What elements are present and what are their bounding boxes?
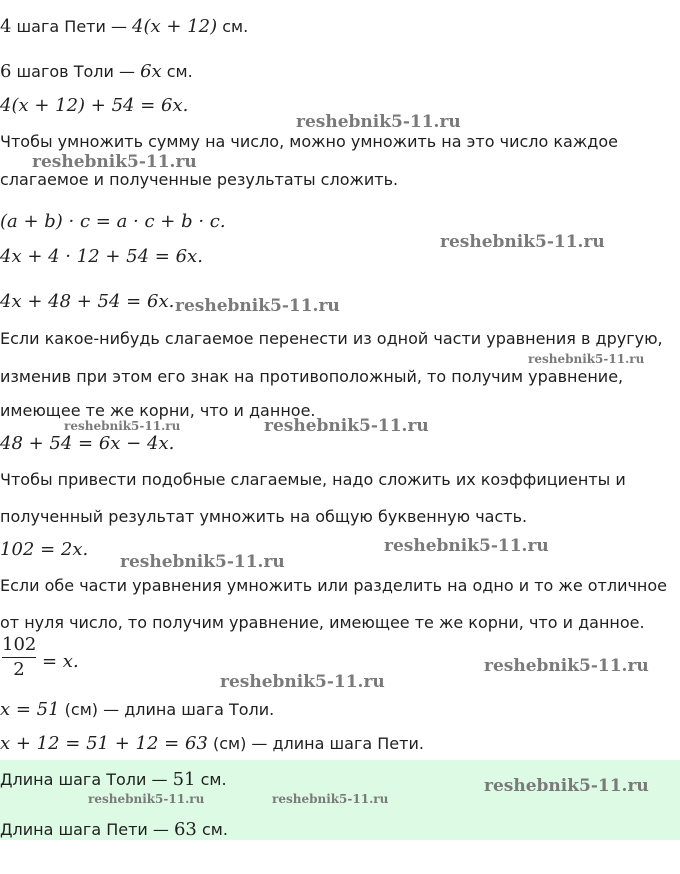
fraction-numerator: 102 [2, 634, 37, 655]
equation-3: 4x + 48 + 54 = 6x. [0, 291, 175, 312]
fraction-denominator: 2 [13, 659, 25, 680]
watermark: reshebnik5-11.ru [220, 672, 385, 692]
rule-text-2c: имеющее те же корни, что и данное. [0, 401, 316, 420]
result-tolya: x = 51 (см) — длина шага Толи. [0, 699, 275, 720]
equation-1: 4(x + 12) + 54 = 6x. [0, 95, 189, 116]
watermark: reshebnik5-11.ru [175, 296, 340, 316]
rule-text-2a: Если какое-нибудь слагаемое перенести из одной части уравнения в другую, [0, 329, 663, 348]
rule-text-1a: Чтобы умножить сумму на число, можно умножить на это число каждое [0, 132, 618, 151]
watermark: reshebnik5-11.ru [64, 419, 181, 433]
fraction-rest: = x. [42, 651, 79, 672]
watermark: reshebnik5-11.ru [120, 552, 285, 572]
fraction [2, 634, 36, 681]
watermark: reshebnik5-11.ru [264, 416, 429, 436]
watermark: reshebnik5-11.ru [296, 112, 461, 132]
result-petya: x + 12 = 51 + 12 = 63 (см) — длина шага Пети. [0, 733, 424, 754]
answer-tolya: Длина шага Толи — 51 см. [0, 769, 227, 790]
watermark: reshebnik5-11.ru [484, 776, 649, 796]
rule-text-3b: полученный результат умножить на общую буквенную часть. [0, 507, 528, 526]
watermark: reshebnik5-11.ru [528, 352, 645, 366]
rule-text-4b: от нуля число, то получим уравнение, имеющее те же корни, что и данное. [0, 613, 645, 632]
equation-5: 102 = 2x. [0, 539, 89, 560]
distributive-law: (a + b) · c = a · c + b · c. [0, 211, 226, 232]
watermark: reshebnik5-11.ru [88, 792, 205, 806]
rule-text-2b: изменив при этом его знак на противоположный, то получим уравнение, [0, 367, 624, 386]
rule-text-3a: Чтобы привести подобные слагаемые, надо сложить их коэффициенты и [0, 470, 626, 489]
watermark: reshebnik5-11.ru [484, 656, 649, 676]
rule-text-1b: слагаемое и полученные результаты сложить. [0, 170, 399, 189]
fraction-bar [2, 657, 36, 658]
watermark: reshebnik5-11.ru [32, 152, 197, 172]
answer-petya: Длина шага Пети — 63 см. [0, 819, 228, 840]
watermark: reshebnik5-11.ru [440, 232, 605, 252]
rule-text-4a: Если обе части уравнения умножить или разделить на одно и то же отличное [0, 576, 668, 595]
equation-2: 4x + 4 · 12 + 54 = 6x. [0, 246, 203, 267]
watermark: reshebnik5-11.ru [272, 792, 389, 806]
line-2: 6 шагов Толи — 6x см. [0, 61, 193, 82]
equation-4: 48 + 54 = 6x − 4x. [0, 433, 175, 454]
line-1: 4 шага Пети — 4(x + 12) см. [0, 16, 249, 37]
watermark: reshebnik5-11.ru [384, 536, 549, 556]
